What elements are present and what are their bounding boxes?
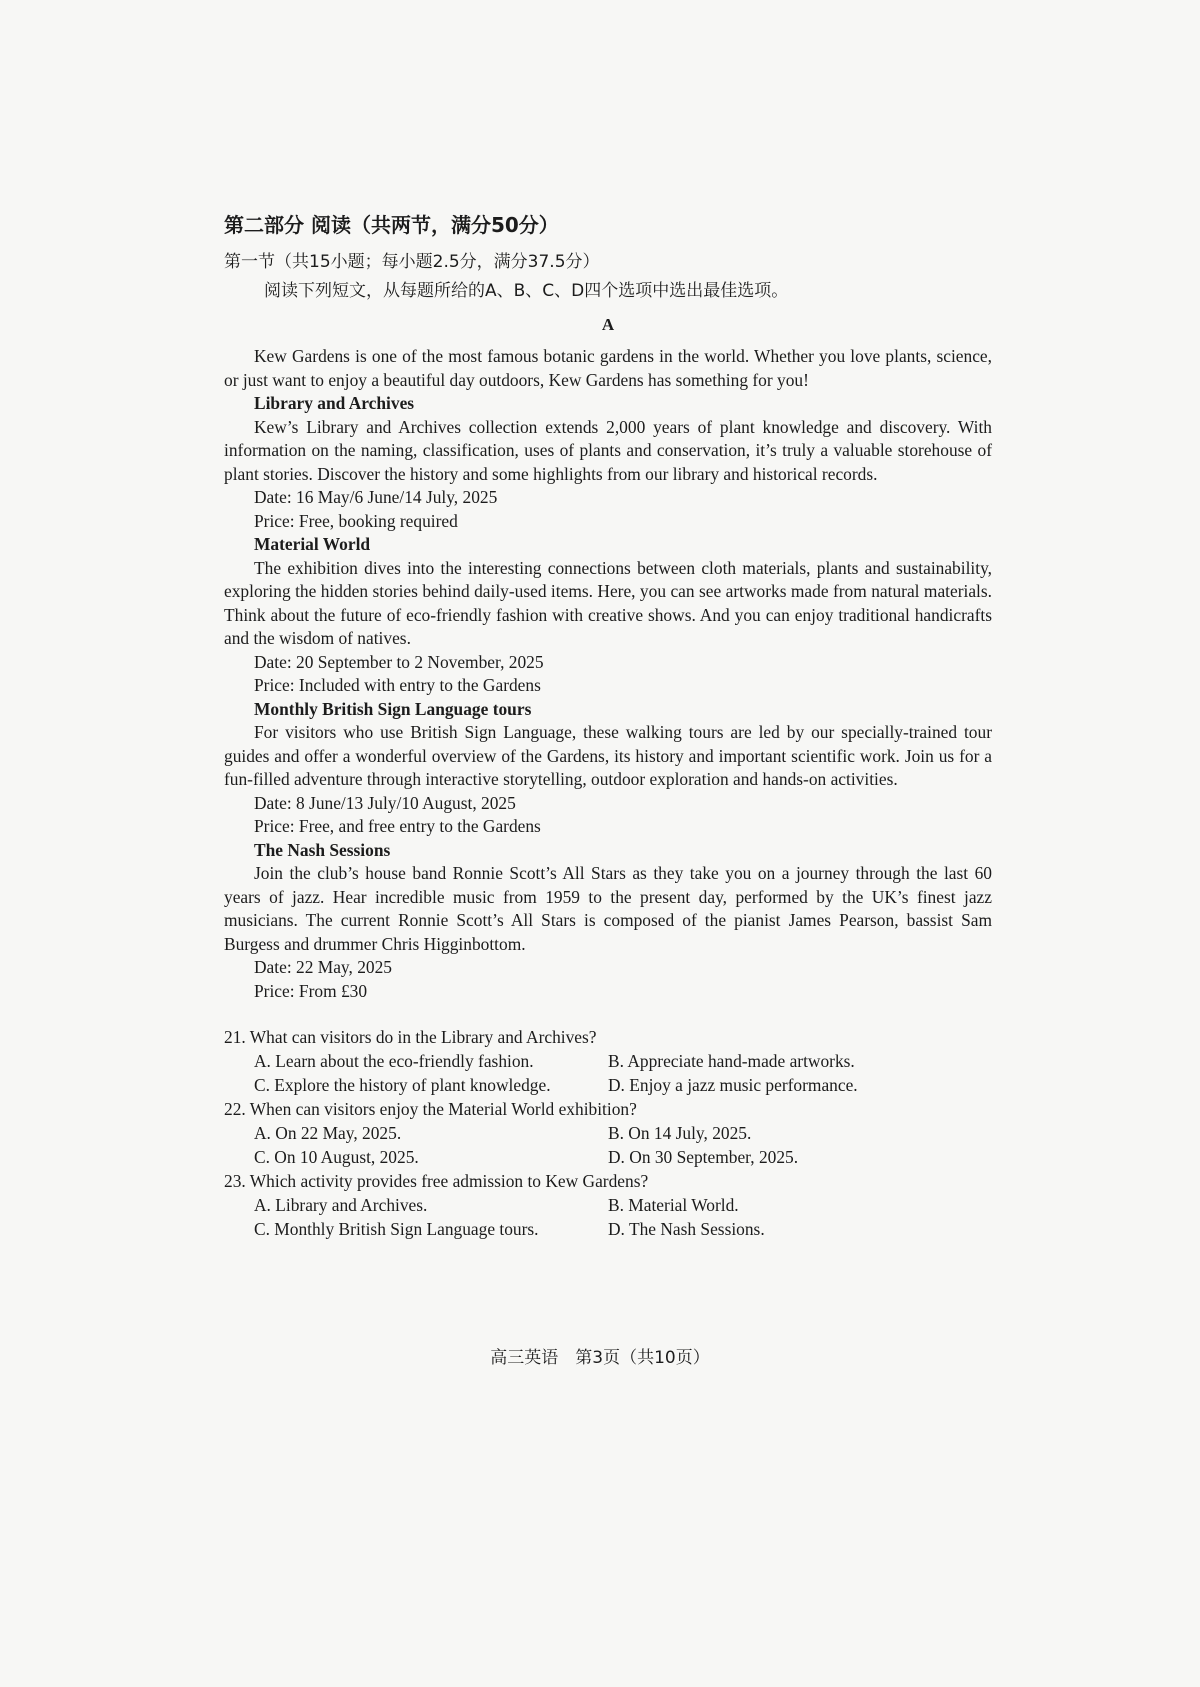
question-21: [224, 1025, 992, 1097]
page-footer: 高三英语 第3页（共10页）: [490, 1348, 710, 1368]
question-list: [224, 1025, 992, 1241]
instruction-text: 阅读下列短文，从每题所给的A、B、C、D四个选项中选出最佳选项。: [264, 281, 789, 301]
section-heading: Material World: [254, 534, 371, 554]
section-date: Date: 8 June/13 July/10 August, 2025: [254, 792, 516, 813]
section-title: 第一节（共15小题；每小题2.5分，满分37.5分）: [224, 252, 600, 272]
question-23: [224, 1169, 992, 1241]
section-library-archives: [224, 392, 992, 533]
option-b: B. Material World.: [608, 1195, 739, 1215]
option-d: D. On 30 September, 2025.: [608, 1147, 799, 1167]
section-price: Price: Free, booking required: [254, 510, 458, 531]
section-date: Date: 22 May, 2025: [254, 957, 392, 977]
option-c: C. On 10 August, 2025.: [254, 1147, 419, 1167]
section-nash-sessions: [224, 839, 992, 1004]
section-sign-language-tours: [224, 698, 992, 839]
page-content: [224, 209, 992, 1241]
section-price: Price: Free, and free entry to the Gardens: [254, 816, 541, 836]
option-c: C. Monthly British Sign Language tours.: [254, 1219, 539, 1239]
question-stem: 22. When can visitors enjoy the Material World exhibition?: [224, 1099, 637, 1119]
option-grid: [254, 1121, 992, 1169]
part-title: 第二部分 阅读（共两节，满分50分）: [224, 213, 559, 237]
question-stem: 21. What can visitors do in the Library and Archives?: [224, 1027, 597, 1047]
option-grid: [254, 1049, 992, 1097]
section-date: Date: 20 September to 2 November, 2025: [254, 651, 544, 672]
section-heading: Library and Archives: [254, 393, 415, 413]
section-date: Date: 16 May/6 June/14 July, 2025: [254, 487, 498, 507]
passage-letter: A: [601, 315, 615, 334]
option-c: C. Explore the history of plant knowledge.: [254, 1075, 551, 1095]
option-b: B. On 14 July, 2025.: [608, 1123, 752, 1143]
option-a: A. Learn about the eco-friendly fashion.: [254, 1051, 534, 1071]
section-body: The exhibition dives into the interesting connections between cloth materials, plants and sustainability, exploring the hidden stories behind daily-used items. Here, you can see artworks made from natural materials. Think about the future of eco-friendly fashion with creative shows. And you can enjoy traditional handicrafts and the wisdom of natives.: [224, 557, 992, 648]
option-d: D. Enjoy a jazz music performance.: [608, 1075, 858, 1095]
section-price: Price: From £30: [254, 980, 368, 1001]
question-22: [224, 1097, 992, 1169]
question-stem: 23. Which activity provides free admission to Kew Gardens?: [224, 1171, 649, 1191]
section-heading: Monthly British Sign Language tours: [254, 698, 532, 719]
section-material-world: [224, 533, 992, 698]
option-a: A. Library and Archives.: [254, 1195, 428, 1215]
section-price: Price: Included with entry to the Gardens: [254, 675, 541, 695]
section-body: For visitors who use British Sign Language, these walking tours are led by our specially-trained tour guides and offer a wonderful overview of the Gardens, its history and important scientific work. Join us for a fun-filled adventure through interactive storytelling, outdoor exploration and hands-on activities.: [224, 722, 992, 789]
section-heading: The Nash Sessions: [254, 839, 391, 860]
section-body: Join the club’s house band Ronnie Scott’s All Stars as they take you on a journey through the last 60 years of jazz. Hear incredible music from 1959 to the present day, performed by the UK’s finest jazz musicians. The current Ronnie Scott’s All Stars is composed of the pianist James Pearson, bassist Sam Burgess and drummer Chris Higginbottom.: [224, 863, 992, 954]
passage-intro: Kew Gardens is one of the most famous botanic gardens in the world. Whether you love plants, science, or just want to enjoy a beautiful day outdoors, Kew Gardens has something for you!: [224, 346, 992, 390]
option-b: B. Appreciate hand-made artworks.: [608, 1051, 855, 1071]
section-body: Kew’s Library and Archives collection extends 2,000 years of plant knowledge and discovery. With information on the naming, classification, uses of plants and conservation, it’s truly a valuable storehouse of plant stories. Discover the history and some highlights from our library and historical records.: [224, 416, 992, 484]
option-d: D. The Nash Sessions.: [608, 1219, 765, 1239]
option-grid: [254, 1193, 992, 1241]
option-a: A. On 22 May, 2025.: [254, 1123, 402, 1143]
